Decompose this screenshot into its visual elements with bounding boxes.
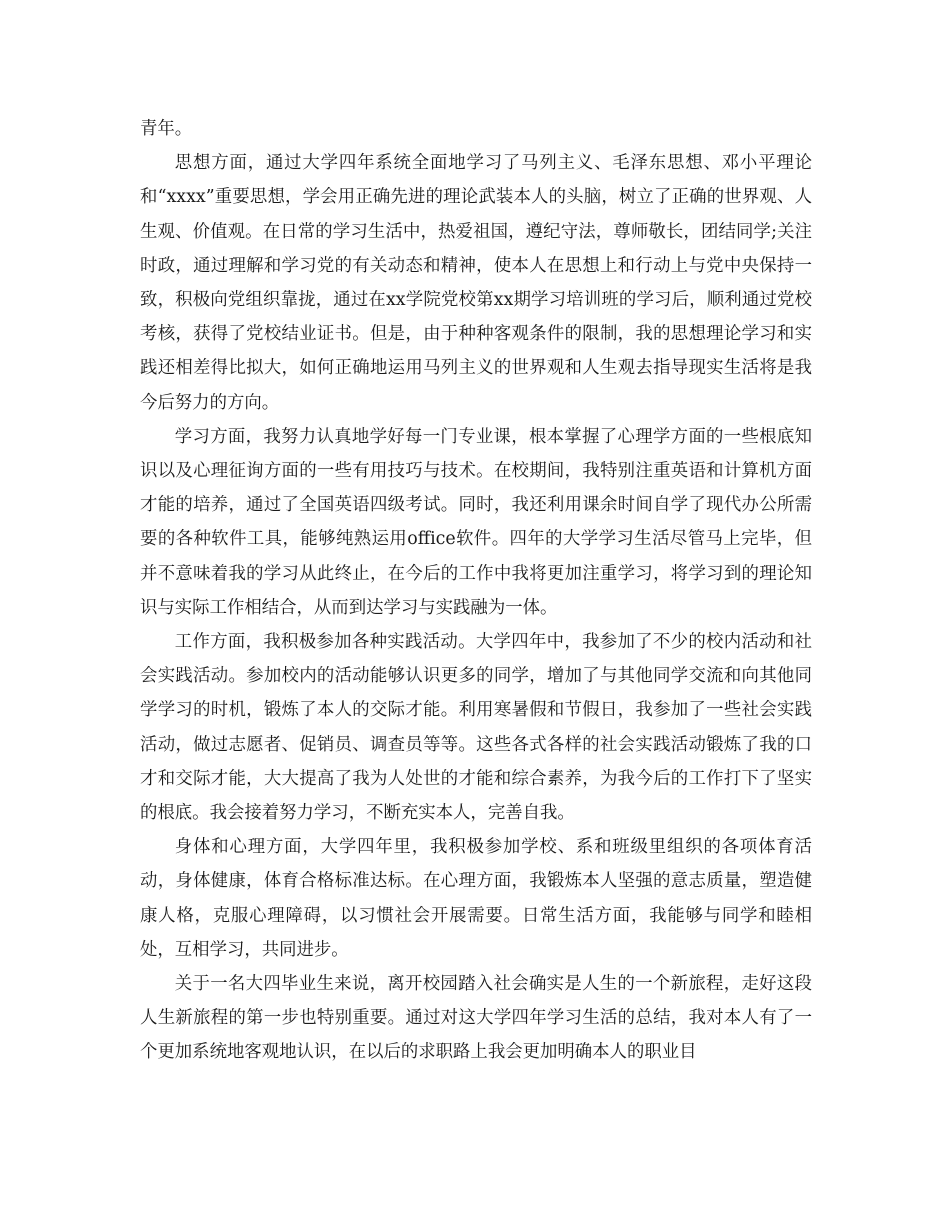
- paragraph-work: 工作方面，我积极参加各种实践活动。大学四年中，我参加了不少的校内活动和社会实践活动。参加校内的活动能够认识更多的同学，增加了与其他同学交流和向其他同学学习的时机，锻炼了本人的交际才能。利用寒暑假和节假日，我参加了一些社会实践活动，做过志愿者、促销员、调查员等等。这些各式各样的社会实践活动锻炼了我的口才和交际才能，大大提高了我为人处世的才能和综合素养，为我今后的工作打下了坚实的根底。我会接着努力学习，不断充实本人，完善自我。: [140, 632, 812, 824]
- paragraph-ideology: 思想方面，通过大学四年系统全面地学习了马列主义、毛泽东思想、邓小平理论和“xxxx”重要思想，学会用正确先进的理论武装本人的头脑，树立了正确的世界观、人生观、价值观。在日常的学习生活中，热爱祖国，遵纪守法，尊师敬长，团结同学;关注时政，通过理解和学习党的有关动态和精神，使本人在思想上和行动上与党中央保持一致，积极向党组织靠拢，通过在xx学院党校第xx期学习培训班的学习后，顺利通过党校考核，获得了党校结业证书。但是，由于种种客观条件的限制，我的思想理论学习和实践还相差得比拟大，如何正确地运用马列主义的世界观和人生观去指导现实生活将是我今后努力的方向。: [140, 153, 812, 413]
- paragraph-study: 学习方面，我努力认真地学好每一门专业课，根本掌握了心理学方面的一些根底知识以及心理征询方面的一些有用技巧与技术。在校期间，我特别注重英语和计算机方面才能的培养，通过了全国英语四级考试。同时，我还利用课余时间自学了现代办公所需要的各种软件工具，能够纯熟运用office软件。四年的大学学习生活尽管马上完毕，但并不意味着我的学习从此终止，在今后的工作中我将更加注重学习，将学习到的理论知识与实际工作相结合，从而到达学习与实践融为一体。: [140, 426, 812, 618]
- paragraph-graduation: 关于一名大四毕业生来说，离开校园踏入社会确实是人生的一个新旅程，走好这段人生新旅程的第一步也特别重要。通过对这大学四年学习生活的总结，我对本人有了一个更加系统地客观地认识，在以后的求职路上我会更加明确本人的职业目: [140, 974, 812, 1063]
- paragraph-health: 身体和心理方面，大学四年里，我积极参加学校、系和班级里组织的各项体育活动，身体健康，体育合格标准达标。在心理方面，我锻炼本人坚强的意志质量，塑造健康人格，克服心理障碍，以习惯社会开展需要。日常生活方面，我能够与同学和睦相处，互相学习，共同进步。: [140, 837, 812, 960]
- paragraph-continuation: 青年。: [140, 119, 193, 139]
- document-page: [140, 112, 812, 1070]
